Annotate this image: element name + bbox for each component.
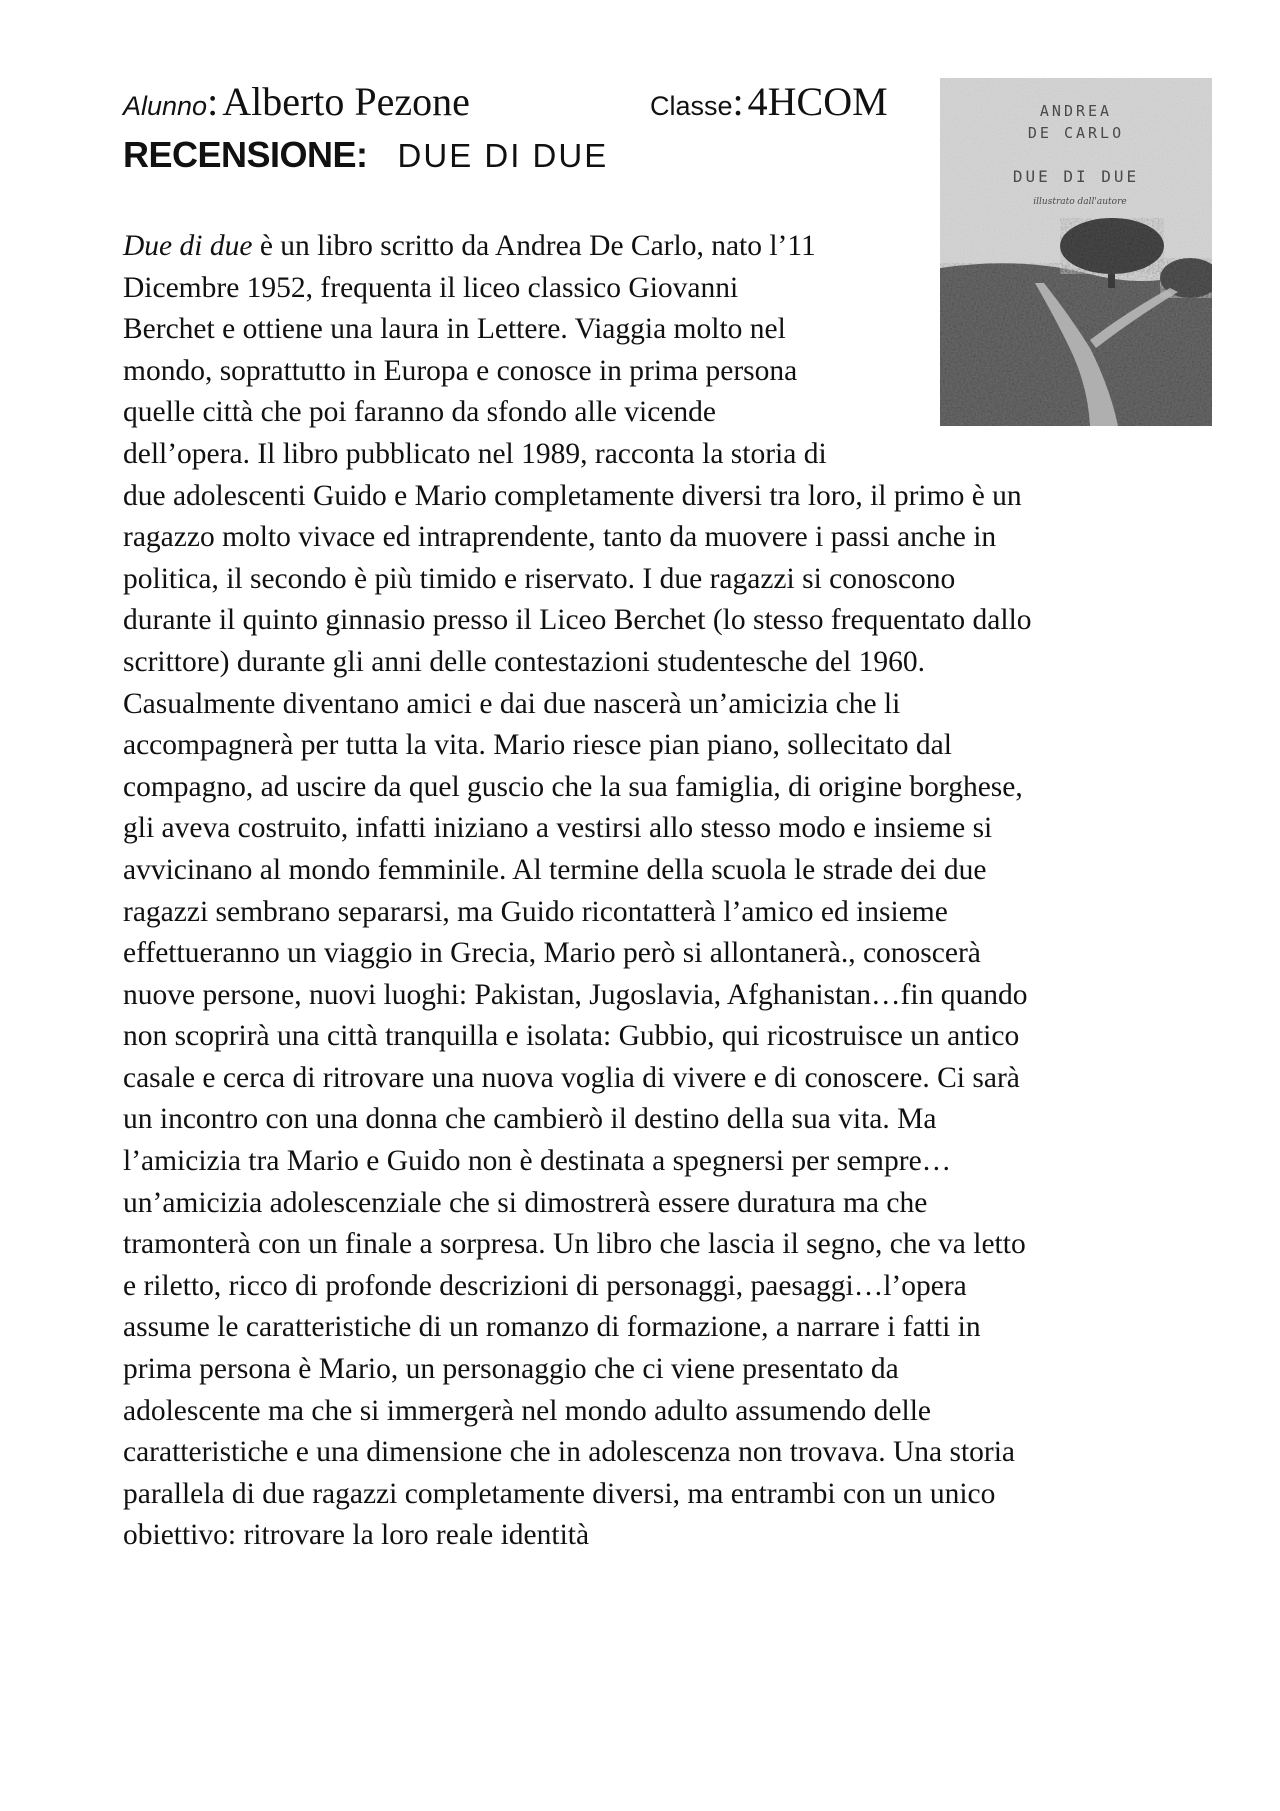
- body-line: compagno, ad uscire da quel guscio che la sua famiglia, di origine borghese,: [123, 770, 1023, 803]
- body-line-text: è un libro scritto da Andrea De Carlo, nato l’11: [252, 230, 816, 262]
- class-colon: :: [732, 79, 744, 124]
- body-line: ragazzo molto vivace ed intraprendente, tanto da muovere i passi anche in: [123, 521, 997, 554]
- body-line: scrittore) durante gli anni delle contestazioni studentesche del 1960.: [123, 645, 925, 678]
- body-line: mondo, soprattutto in Europa e conosce in prima persona: [123, 354, 798, 387]
- body-line: prima persona è Mario, un personaggio che ci viene presentato da: [123, 1353, 899, 1386]
- body-line: [123, 226, 1173, 268]
- header-info: [123, 78, 923, 128]
- body-line: dell’opera. Il libro pubblicato nel 1989, racconta la storia di: [123, 437, 827, 470]
- body-line: un incontro con una donna che cambierò il destino della sua vita. Ma: [123, 1103, 937, 1136]
- body-line: Berchet e ottiene una laura in Lettere. Viaggia molto nel: [123, 313, 786, 346]
- body-line: politica, il secondo è più timido e riservato. I due ragazzi si conoscono: [123, 562, 956, 595]
- review-label: RECENSIONE:: [123, 134, 368, 175]
- student-colon: :: [207, 79, 219, 124]
- body-line: e riletto, ricco di profonde descrizioni di personaggi, paesaggi…l’opera: [123, 1269, 967, 1302]
- body-line: quelle città che poi faranno da sfondo alle vicende: [123, 396, 717, 429]
- body-line: assume le caratteristiche di un romanzo di formazione, a narrare i fatti in: [123, 1311, 981, 1344]
- book-title-italic: Due di due: [123, 230, 253, 262]
- cover-subtitle: illustrato dall'autore: [1033, 197, 1127, 207]
- body-line: effettueranno un viaggio in Grecia, Mario però si allontanerà., conoscerà: [123, 937, 981, 970]
- review-heading: [123, 134, 608, 176]
- student-field: [123, 78, 470, 125]
- body-line: l’amicizia tra Mario e Guido non è destinata a spegnersi per sempre…: [123, 1145, 952, 1178]
- student-label: Alunno: [123, 91, 208, 121]
- student-name: Alberto Pezone: [222, 79, 470, 124]
- body-line: durante il quinto ginnasio presso il Liceo Berchet (lo stesso frequentato dallo: [123, 604, 1032, 637]
- cover-title: DUE DI DUE: [1012, 167, 1140, 186]
- body-line: non scoprirà una città tranquilla e isolata: Gubbio, qui ricostruisce un antico: [123, 1020, 1020, 1053]
- class-label: Classe: [650, 91, 733, 121]
- cover-author-line2: DE CARLO: [1027, 124, 1125, 142]
- body-line: tramonterà con un finale a sorpresa. Un libro che lascia il segno, che va letto: [123, 1228, 1026, 1261]
- body-line: Dicembre 1952, frequenta il liceo classico Giovanni: [123, 271, 739, 304]
- body-line: un’amicizia adolescenziale che si dimostrerà essere duratura ma che: [123, 1186, 928, 1219]
- body-line: casale e cerca di ritrovare una nuova voglia di vivere e di conoscere. Ci sarà: [123, 1061, 1020, 1094]
- body-line: adolescente ma che si immergerà nel mondo adulto assumendo delle: [123, 1394, 931, 1427]
- class-field: [650, 78, 888, 125]
- body-line: Casualmente diventano amici e dai due nascerà un’amicizia che li: [123, 687, 901, 720]
- body-line: due adolescenti Guido e Mario completamente diversi tra loro, il primo è un: [123, 479, 1022, 512]
- review-title: DUE DI DUE: [397, 137, 609, 174]
- body-line: gli aveva costruito, infatti iniziano a vestirsi allo stesso modo e insieme si: [123, 812, 993, 845]
- class-value: 4HCOM: [747, 79, 888, 124]
- body-line: parallela di due ragazzi completamente diversi, ma entrambi con un unico: [123, 1477, 996, 1510]
- body-line: caratteristiche e una dimensione che in adolescenza non trovava. Una storia: [123, 1436, 1016, 1469]
- body-line: obiettivo: ritrovare la loro reale identità: [123, 1519, 590, 1552]
- body-line: accompagnerà per tutta la vita. Mario riesce pian piano, sollecitato dal: [123, 729, 952, 762]
- body-line: avvicinano al mondo femminile. Al termine della scuola le strade dei due: [123, 853, 987, 886]
- body-line: ragazzi sembrano separarsi, ma Guido ricontatterà l’amico ed insieme: [123, 895, 948, 928]
- cover-author-line1: ANDREA: [1039, 102, 1113, 120]
- body-line: nuove persone, nuovi luoghi: Pakistan, Jugoslavia, Afghanistan…fin quando: [123, 978, 1028, 1011]
- review-body: [123, 226, 1173, 1557]
